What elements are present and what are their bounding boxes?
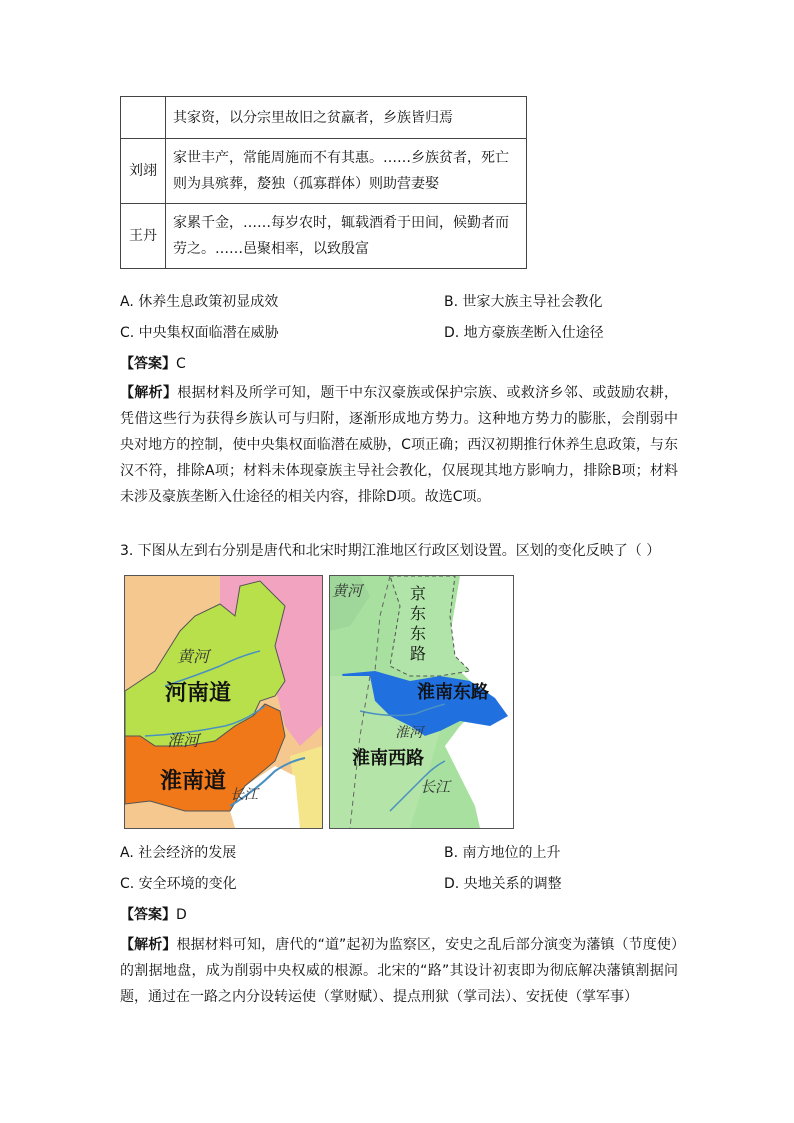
analysis-label: 【解析】: [120, 385, 178, 401]
q2-option-b: B. 世家大族主导社会教化: [444, 294, 603, 310]
table-row: [121, 97, 527, 139]
region-huainan-east-label: 淮南东路: [417, 682, 489, 703]
q2-analysis: [120, 380, 678, 510]
q3-option-a: A. 社会经济的发展: [120, 845, 237, 861]
q3-stem: 3. 下图从左到右分别是唐代和北宋时期江淮地区行政区划设置。区划的变化反映了（ ）: [120, 543, 661, 559]
table-cell-name: [121, 97, 166, 139]
table-cell-text: 其家资，以分宗里故旧之贫羸者，乡族皆归焉: [166, 97, 527, 139]
q3-option-b: B. 南方地位的上升: [444, 845, 561, 861]
answer-label: 【答案】: [120, 907, 176, 923]
table-cell-text: 家累千金，……每岁农时，辄载酒肴于田间，候勤者而劳之。……邑聚相率，以致殷富: [166, 204, 527, 269]
analysis-label: 【解析】: [120, 937, 177, 953]
region-huainan-label: 淮南道: [160, 769, 227, 794]
answer-value: C: [176, 356, 186, 372]
river-changjiang-label: 长江: [230, 787, 258, 803]
answer-label: 【答案】: [120, 356, 176, 372]
q3-analysis: [120, 932, 678, 1010]
q3-option-c: C. 安全环境的变化: [120, 876, 237, 892]
answer-value: D: [176, 907, 187, 923]
q2-option-c: C. 中央集权面临潜在威胁: [120, 325, 279, 341]
table-cell-name: 王丹: [121, 204, 166, 269]
q2-option-d: D. 地方豪族垄断入仕途径: [444, 325, 604, 341]
q3-answer: [120, 905, 187, 925]
q2-option-a: A. 休养生息政策初显成效: [120, 294, 279, 310]
analysis-text: 根据材料及所学可知，题干中东汉豪族或保护宗族、或救济乡邻、或鼓励农耕，凭借这些行为获得乡族认可与归附，逐渐形成地方势力。这种地方势力的膨胀，会削弱中央对地方的控制，使中央集权面临潜在威胁，C项正确；西汉初期推行休养生息政策，与东汉不符，排除A项；材料未体现豪族主导社会教化，仅展现其地方影响力，排除B项；材料未涉及豪族垄断入仕途径的相关内容，排除D项。故选C项。: [120, 385, 679, 505]
table-cell-name: 刘翊: [121, 139, 166, 204]
analysis-text: 根据材料可知，唐代的“道”起初为监察区，安史之乱后部分演变为藩镇（节度使）的割据地盘，成为削弱中央权威的根源。北宋的“路”其设计初衷即为彻底解决藩镇割据问题，通过在一路之内分设转运使（掌财赋）、提点刑狱（掌司法）、安抚使（掌军事）: [120, 937, 678, 1005]
river-huanghe-label: 黄河: [332, 582, 363, 600]
q2-answer: [120, 354, 186, 374]
map-song: [329, 575, 514, 829]
table-row: [121, 204, 527, 269]
q3-option-d: D. 央地关系的调整: [444, 876, 562, 892]
region-jingdong-label: 京东东路: [410, 584, 427, 663]
river-huanghe-label: 黄河: [177, 647, 210, 666]
source-table: [120, 96, 527, 269]
region-henan-label: 河南道: [165, 681, 232, 706]
table-row: [121, 139, 527, 204]
river-huaihe-label: 淮河: [395, 725, 423, 741]
map-tang: [124, 575, 323, 829]
river-huaihe-label: 淮河: [167, 731, 200, 750]
region-huainan-west-label: 淮南西路: [352, 748, 424, 769]
river-changjiang-label: 长江: [420, 778, 451, 796]
table-cell-text: 家世丰产，常能周施而不有其惠。……乡族贫者，死亡则为具殡葬，嫠独（孤寡群体）则助营妻娶: [166, 139, 527, 204]
